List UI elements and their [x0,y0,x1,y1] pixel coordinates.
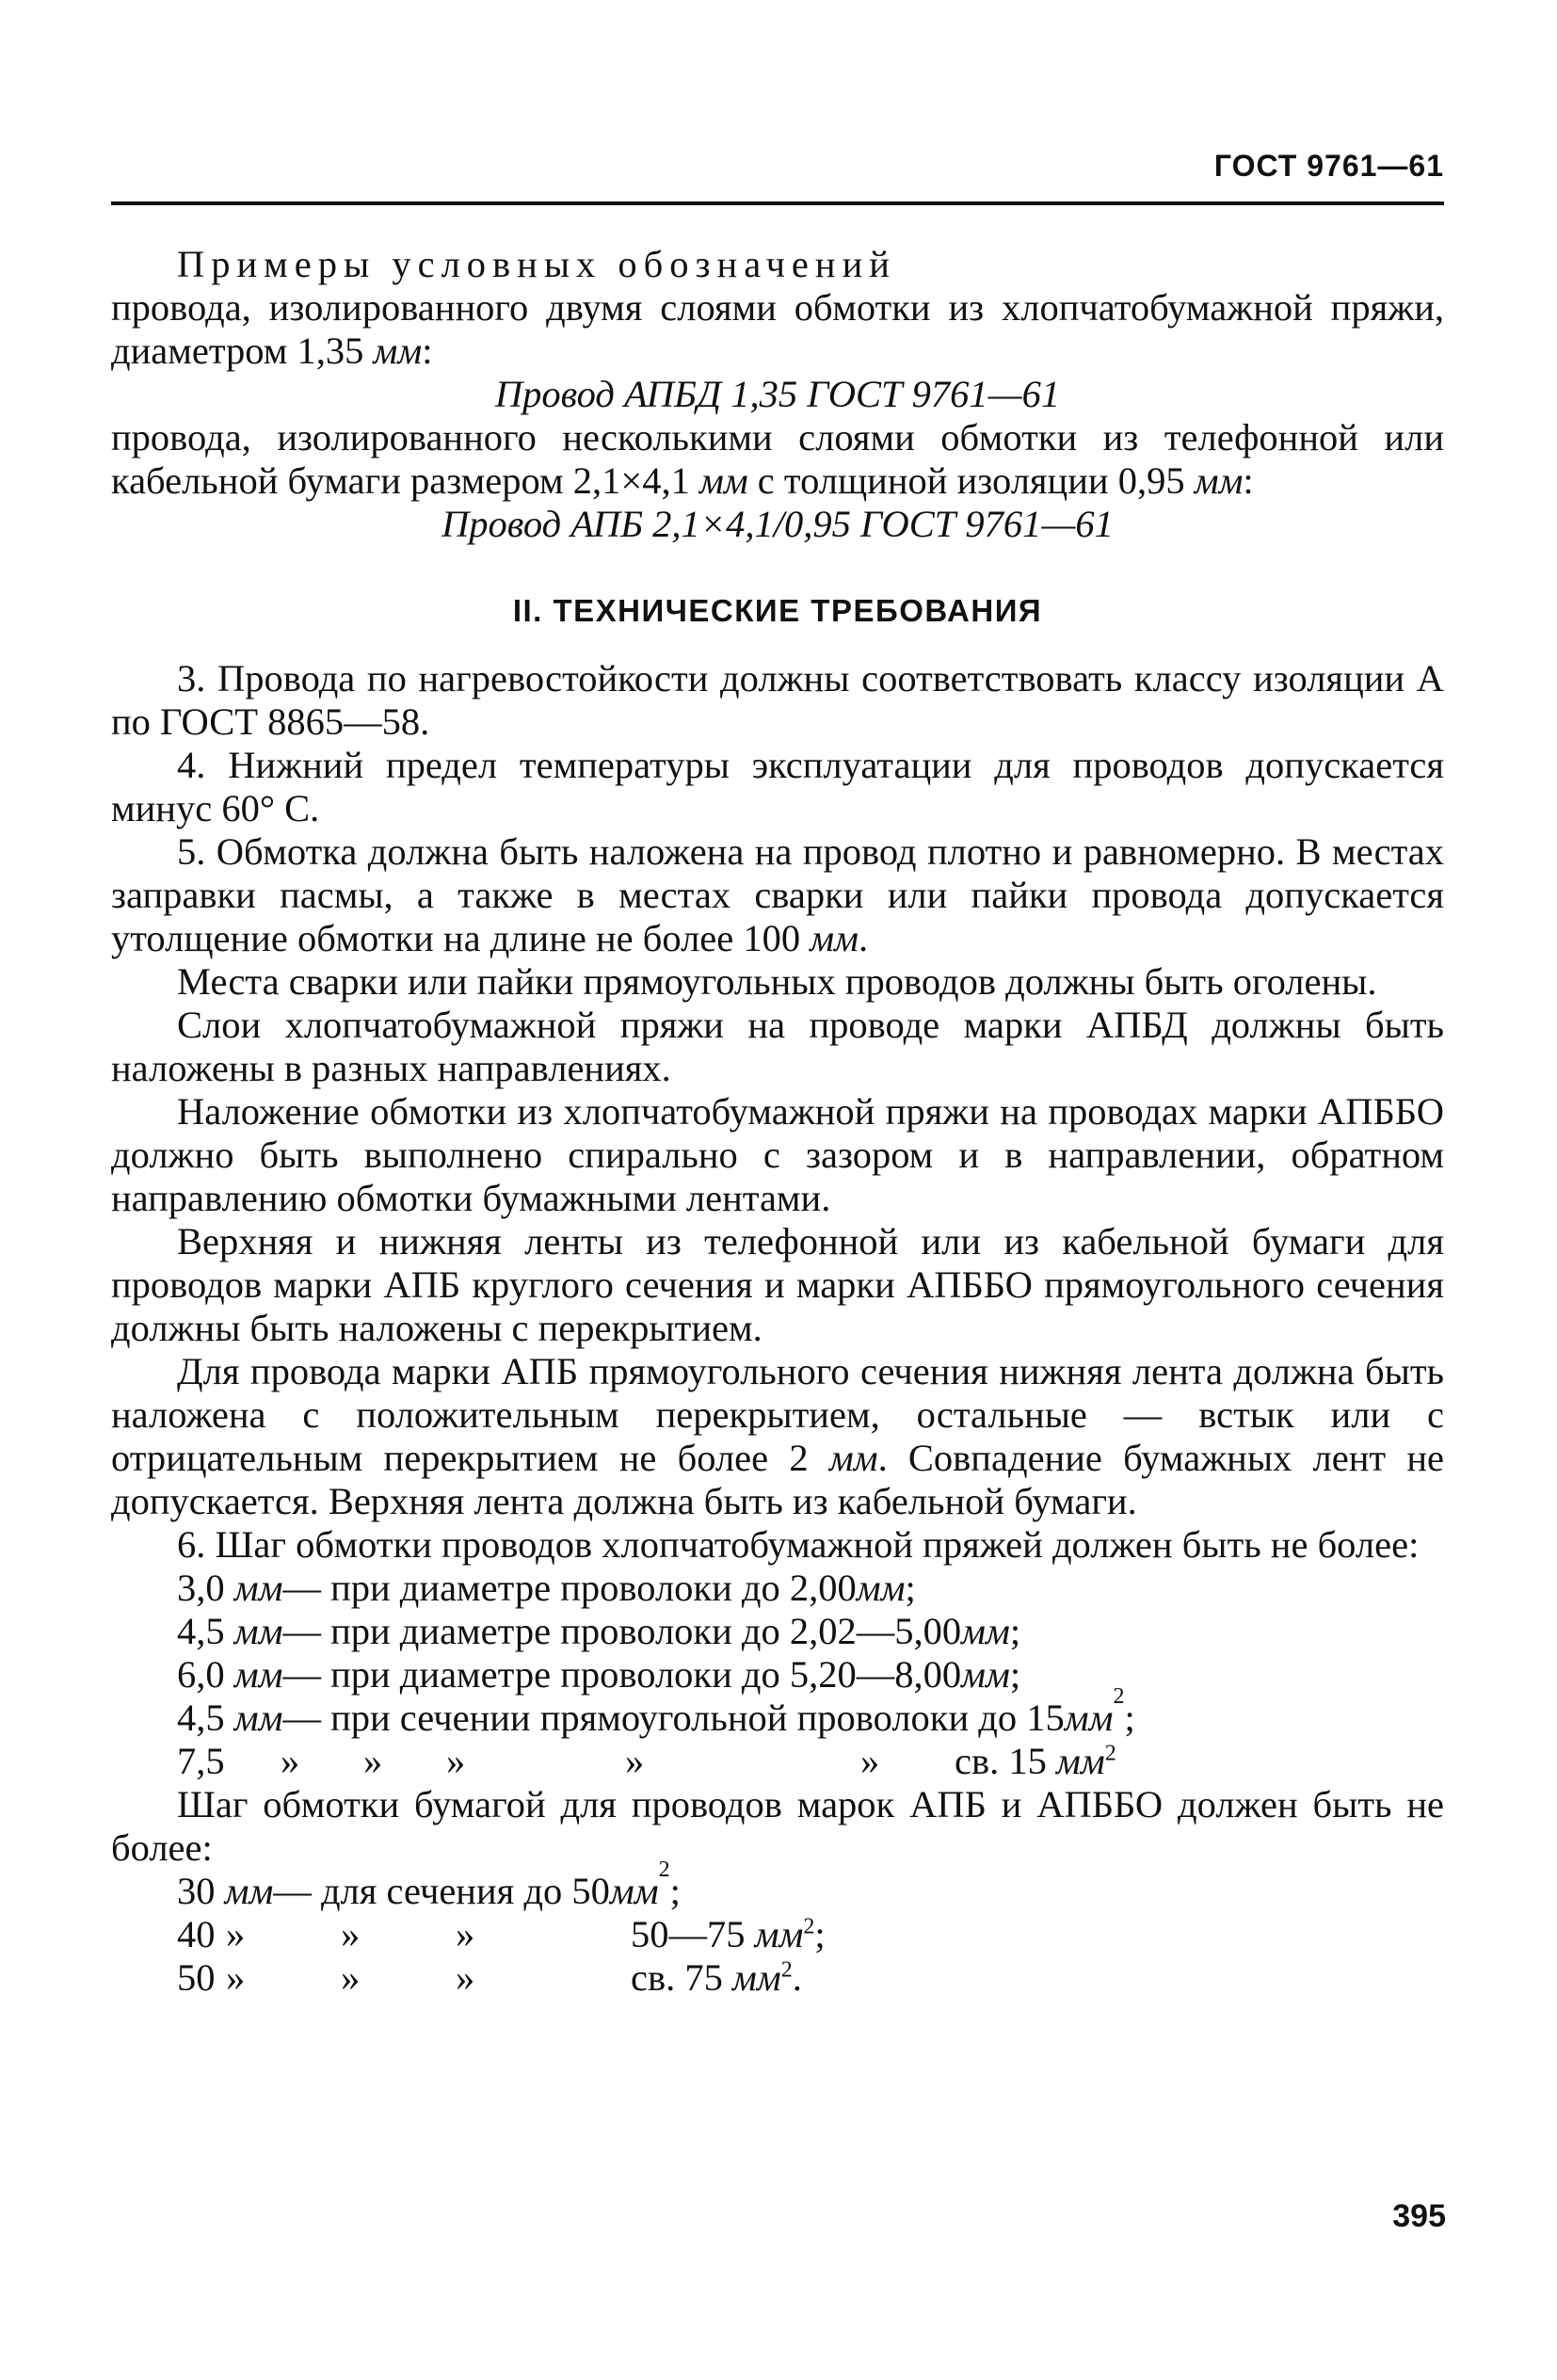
paragraph-6: 6. Шаг обмотки проводов хлопчатобумажной пряжей должен быть не более: [177,1523,1420,1566]
list-item: 3,0 мм — при диаметре проволоки до 2,00 мм ; [177,1567,916,1609]
standard-code-header: ГОСТ 9761—61 [1213,149,1444,183]
example-1-text: провода, изолированного двумя слоями обмотки из хлопчатобумажной пряжи, диаметром 1,35 мм: [111,286,1444,372]
paragraph-5-overlap: Для провода марки АПБ прямоугольного сечения нижняя лента должна быть наложена с положительным перекрытием, остальные — встык или с отрицательным перекрытием не более 2 мм. Совпадение бумажных лент не допускается. Верхняя лента должна быть из кабельной бумаги. [111,1350,1444,1522]
list-item: 30 мм — для сечения до 50 мм 2 ; [177,1857,681,1912]
page-number: 395 [1392,2198,1446,2234]
section-title: II. ТЕХНИЧЕСКИЕ ТРЕБОВАНИЯ [512,593,1043,628]
header-rule [111,201,1444,205]
example-2-text: провода, изолированного несколькими слоями обмотки из телефонной или кабельной бумаги размером 2,1×4,1 мм с толщиной изоляции 0,95 мм: [111,416,1444,502]
example-2-designation: Провод АПБ 2,1×4,1/0,95 ГОСТ 9761—61 [441,503,1114,545]
paragraph-5-tapes: Верхняя и нижняя ленты из телефонной или из кабельной бумаги для проводов марки АПБ круглого сечения и марки АПББО прямоугольного сечения должны быть наложены с перекрытием. [111,1220,1444,1349]
list-item: 7,5 » » » » » св. 15 $мм^2$ [177,1740,1116,1782]
list-item: 4,5 мм — при сечении прямоугольной проволоки до 15 мм 2 ; [177,1684,1135,1739]
list-item: 4,5 мм — при диаметре проволоки до 2,02—5,00 мм ; [177,1610,1021,1652]
list-item: 40 » » » 50—75 $мм^2$; [177,1913,826,1955]
paragraph-5-welding: Места сварки или пайки прямоугольных проводов должны быть оголены. [177,960,1377,1003]
paragraph-5-winding: Наложение обмотки из хлопчатобумажной пряжи на проводах марки АПББО должно быть выполнено спирально с зазором и в направлении, обратном направлению обмотки бумажными лентами. [111,1090,1444,1219]
list-item: 50 » » » св. 75 $мм^2$. [177,1956,802,1999]
paragraph-5-layers: Слои хлопчатобумажной пряжи на проводе марки АПБД должны быть наложены в разных направлениях. [111,1004,1444,1089]
paper-step-list [111,1857,1444,2000]
cotton-step-list [111,1567,1444,1783]
list-item: 6,0 мм — при диаметре проволоки до 5,20—8,00 мм ; [177,1653,1021,1696]
paragraph-3: 3. Провода по нагревостойкости должны соответствовать классу изоляции А по ГОСТ 8865—58. [111,657,1444,743]
paragraph-6-paper: Шаг обмотки бумагой для проводов марок АПБ и АПББО должен быть не более: [111,1783,1444,1869]
paragraph-4: 4. Нижний предел температуры эксплуатации для проводов допускается минус 60° С. [111,744,1444,829]
paragraph-5: 5. Обмотка должна быть наложена на провод плотно и равномерно. В местах заправки пасмы, а также в местах сварки или пайки провода допускается утолщение обмотки на длине не более 100 мм. [111,830,1444,959]
example-1-designation: Провод АПБД 1,35 ГОСТ 9761—61 [494,373,1061,415]
examples-heading: Примеры условных обозначений [177,243,896,285]
document-body [111,243,1444,2000]
